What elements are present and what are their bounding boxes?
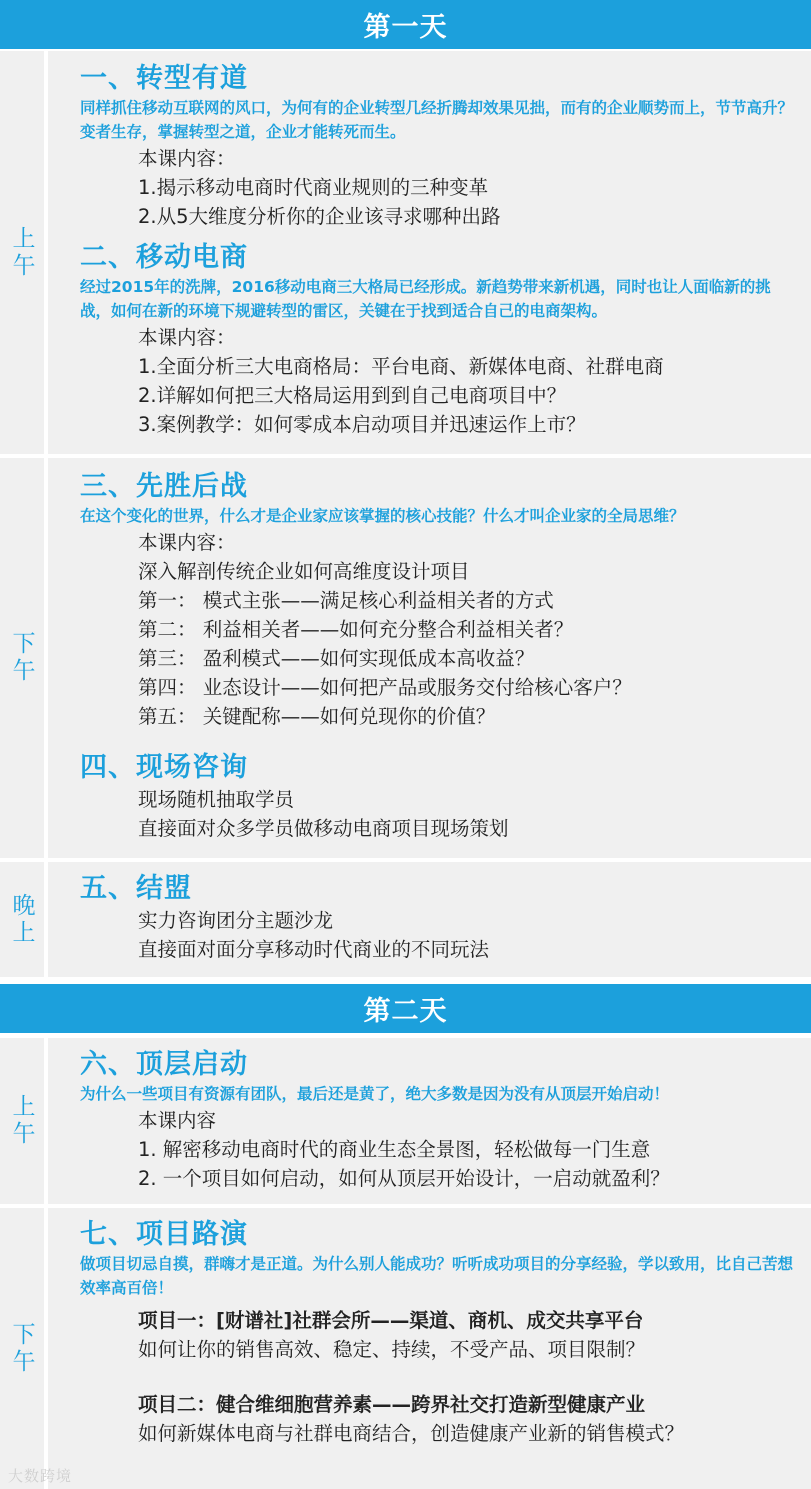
list-item: 第三： 盈利模式——如何实现低成本高收益？ — [138, 647, 535, 670]
list-item: 第五： 关键配称——如何兑现你的价值？ — [138, 705, 496, 728]
section-project-roadshow — [80, 1218, 801, 1448]
project-description: 如何让你的销售高效、稳定、持续，不受产品、项目限制？ — [138, 1338, 646, 1361]
list-item: 本课内容： — [138, 326, 236, 349]
time-label-afternoon: 下午 — [0, 458, 48, 858]
day2-morning-block — [0, 1038, 811, 1204]
section-top-level-launch — [80, 1048, 801, 1193]
section-win-first — [80, 470, 801, 731]
spacer — [138, 1364, 801, 1390]
project-description: 如何新媒体电商与社群电商结合，创造健康产业新的销售模式？ — [138, 1422, 685, 1445]
time-label-afternoon: 下午 — [0, 1208, 48, 1489]
time-label-evening: 晚上 — [0, 862, 48, 977]
list-item: 本课内容 — [138, 1109, 217, 1132]
section-title: 六、顶层启动 — [80, 1049, 248, 1080]
list-item: 2.详解如何把三大格局运用到到自己电商项目中？ — [138, 384, 567, 407]
time-label-morning: 上午 — [0, 51, 48, 454]
section-title: 一、转型有道 — [80, 63, 248, 94]
time-label-morning: 上午 — [0, 1038, 48, 1204]
section-description: 为什么一些项目有资源有团队，最后还是黄了，绝大多数是因为没有从顶层开始启动！ — [80, 1085, 670, 1103]
section-alliance — [80, 872, 801, 964]
watermark-logo: 大数跨境 — [8, 1467, 73, 1485]
list-item: 1.揭示移动电商时代商业规则的三种变革 — [138, 176, 489, 199]
section-title: 二、移动电商 — [80, 242, 248, 273]
section-title: 七、项目路演 — [80, 1219, 248, 1250]
list-item: 第四： 业态设计——如何把产品或服务交付给核心客户？ — [138, 676, 632, 699]
day-two-header: 第二天 — [0, 984, 811, 1033]
section-transformation — [80, 62, 801, 231]
list-item: 本课内容： — [138, 531, 236, 554]
list-item: 第一： 模式主张——满足核心利益相关者的方式 — [138, 589, 554, 612]
list-item: 2.从5大维度分析你的企业该寻求哪种出路 — [138, 205, 501, 228]
section-description: 同样抓住移动互联网的风口，为何有的企业转型几经折腾却效果见拙，而有的企业顺势而上，节节高升？变者生存，掌握转型之道，企业才能转死而生。 — [80, 99, 794, 141]
section-mobile-commerce — [80, 241, 801, 439]
project-title: 项目二：健合维细胞营养素——跨界社交打造新型健康产业 — [138, 1393, 646, 1416]
list-item: 3.案例教学：如何零成本启动项目并迅速运作上市？ — [138, 413, 586, 436]
list-item: 直接面对面分享移动时代商业的不同玩法 — [138, 938, 490, 961]
section-onsite-consulting — [80, 751, 801, 843]
section-title: 三、先胜后战 — [80, 471, 248, 502]
day-one-header: 第一天 — [0, 0, 811, 49]
list-item: 深入解剖传统企业如何高维度设计项目 — [138, 560, 470, 583]
day1-morning-block — [0, 51, 811, 454]
section-description: 在这个变化的世界，什么才是企业家应该掌握的核心技能？什么才叫企业家的全局思维？ — [80, 507, 685, 525]
list-item: 2. 一个项目如何启动，如何从顶层开始设计，一启动就盈利？ — [138, 1167, 670, 1190]
list-item: 1. 解密移动电商时代的商业生态全景图，轻松做每一门生意 — [138, 1138, 651, 1161]
section-description: 做项目切忌自摸，群嗨才是正道。为什么别人能成功？听听成功项目的分享经验，学以致用，比自己苦想效率高百倍！ — [80, 1255, 794, 1297]
list-item: 1.全面分析三大电商格局：平台电商、新媒体电商、社群电商 — [138, 355, 664, 378]
list-item: 本课内容： — [138, 147, 236, 170]
day1-afternoon-block — [0, 458, 811, 858]
list-item: 实力咨询团分主题沙龙 — [138, 909, 334, 932]
list-item: 直接面对众多学员做移动电商项目现场策划 — [138, 817, 509, 840]
section-title: 四、现场咨询 — [80, 752, 248, 783]
day1-evening-block — [0, 862, 811, 977]
section-title: 五、结盟 — [80, 873, 192, 904]
day2-afternoon-block — [0, 1208, 811, 1489]
section-description: 经过2015年的洗牌，2016移动电商三大格局已经形成。新趋势带来新机遇，同时也让人面临新的挑战，如何在新的环境下规避转型的雷区，关键在于找到适合自己的电商架构。 — [80, 278, 771, 320]
project-title: 项目一：[财谱社]社群会所——渠道、商机、成交共享平台 — [138, 1309, 644, 1332]
list-item: 第二： 利益相关者——如何充分整合利益相关者？ — [138, 618, 574, 641]
list-item: 现场随机抽取学员 — [138, 788, 295, 811]
